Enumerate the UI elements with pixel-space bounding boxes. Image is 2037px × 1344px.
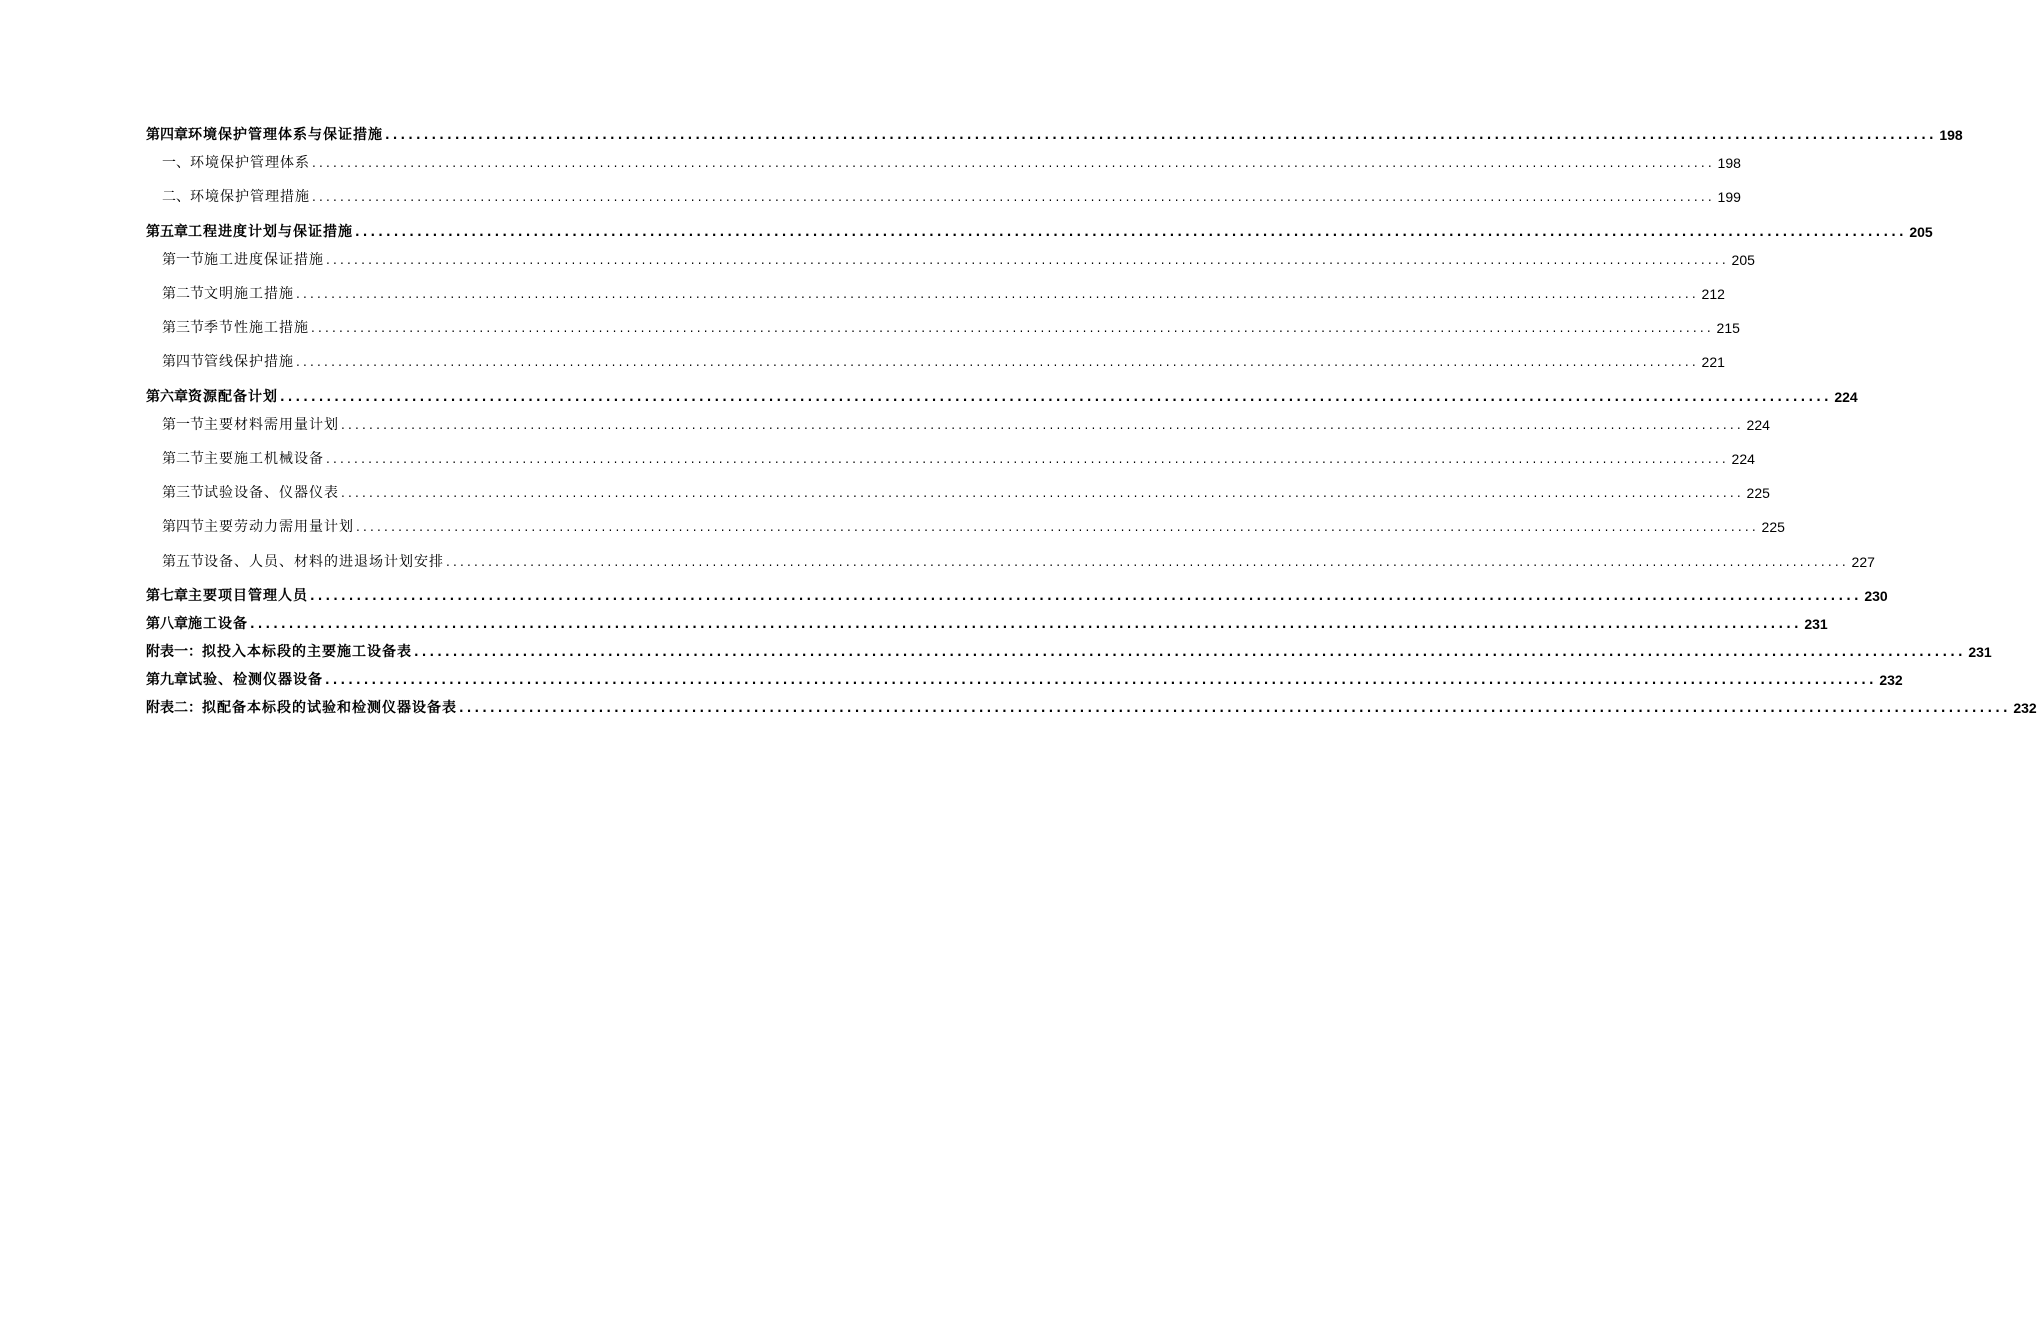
toc-entry[interactable] [146,695,2037,717]
toc-entry[interactable] [146,583,1888,605]
toc-entry-number: 第二节 [162,451,204,467]
toc-entry[interactable] [146,667,1903,689]
toc-entry[interactable] [146,219,1933,241]
toc-entry-page-number: 221 [1701,354,1725,370]
toc-dot-leader: ........................................................................................................................................................................................................ [311,321,1714,335]
toc-entry[interactable] [146,514,1785,536]
toc-entry-page-number: 212 [1701,286,1725,302]
toc-entry[interactable] [146,480,1770,502]
toc-entry-title: 环境保护管理体系 [190,155,310,171]
toc-entry[interactable] [146,446,1755,468]
toc-entry-page-number: 198 [1717,155,1741,171]
toc-entry-number: 第五节 [162,554,204,570]
toc-dot-leader: ........................................................................................................................................................................................................ [326,253,1729,267]
toc-dot-leader: ........................................................................................................................................................................................................ [385,128,1937,142]
toc-entry[interactable] [146,412,1770,434]
toc-entry-page-number: 199 [1717,189,1741,205]
toc-dot-leader: ........................................................................................................................................................................................................ [310,589,1862,603]
toc-dot-leader: ........................................................................................................................................................................................................ [280,390,1832,404]
toc-entry-number: 第一节 [162,252,204,268]
toc-entry-page-number: 224 [1834,389,1858,405]
toc-entry-title: 管线保护措施 [204,354,294,370]
toc-entry[interactable] [146,315,1740,337]
toc-entry-number: 附表一： [146,644,202,660]
toc-entry-number: 二、 [162,189,190,205]
toc-entry-number: 第二节 [162,286,204,302]
toc-entry-number: 第一节 [162,417,204,433]
toc-dot-leader: ........................................................................................................................................................................................................ [296,355,1699,369]
toc-dot-leader: ........................................................................................................................................................................................................ [312,156,1715,170]
toc-entry[interactable] [146,384,1858,406]
toc-entry[interactable] [146,281,1725,303]
toc-entry-page-number: 225 [1761,519,1785,535]
toc-entry[interactable] [146,150,1741,172]
toc-entry-page-number: 230 [1864,588,1888,604]
toc-entry[interactable] [146,247,1755,269]
toc-entry-title: 设备、人员、材料的进退场计划安排 [204,554,444,570]
toc-dot-leader: ........................................................................................................................................................................................................ [355,225,1907,239]
toc-entry-number: 第七章 [146,588,188,604]
toc-entry-number: 附表二： [146,700,202,716]
toc-entry-page-number: 215 [1716,320,1740,336]
toc-entry-title: 拟配备本标段的试验和检测仪器设备表 [202,700,457,716]
toc-entry-number: 第四节 [162,519,204,535]
toc-entry-page-number: 224 [1731,451,1755,467]
toc-entry-page-number: 227 [1851,554,1875,570]
toc-entry-title: 资源配备计划 [188,389,278,405]
toc-entry-title: 主要施工机械设备 [204,451,324,467]
toc-entry-page-number: 225 [1746,485,1770,501]
toc-entry-title: 施工进度保证措施 [204,252,324,268]
toc-entry-title: 主要劳动力需用量计划 [204,519,354,535]
toc-dot-leader: ........................................................................................................................................................................................................ [341,486,1744,500]
toc-entry-title: 工程进度计划与保证措施 [188,224,353,240]
toc-entry-title: 文明施工措施 [204,286,294,302]
toc-entry-number: 一、 [162,155,190,171]
toc-entry-title: 环境保护管理体系与保证措施 [188,127,383,143]
toc-dot-leader: ........................................................................................................................................................................................................ [341,418,1744,432]
toc-dot-leader: ........................................................................................................................................................................................................ [250,617,1802,631]
toc-entry[interactable] [146,611,1828,633]
toc-entry-page-number: 232 [1879,672,1903,688]
toc-dot-leader: ........................................................................................................................................................................................................ [326,452,1729,466]
toc-entry[interactable] [146,349,1725,371]
toc-entry-title: 主要材料需用量计划 [204,417,339,433]
toc-entry-title: 试验、检测仪器设备 [188,672,323,688]
toc-entry-page-number: 198 [1939,127,1963,143]
toc-entry-title: 试验设备、仪器仪表 [204,485,339,501]
toc-dot-leader: ........................................................................................................................................................................................................ [446,555,1849,569]
toc-entry-page-number: 205 [1909,224,1933,240]
toc-dot-leader: ........................................................................................................................................................................................................ [414,645,1966,659]
toc-entry-title: 季节性施工措施 [204,320,309,336]
toc-entry-title: 主要项目管理人员 [188,588,308,604]
toc-entry[interactable] [146,184,1741,206]
toc-entry[interactable] [146,639,1992,661]
toc-dot-leader: ........................................................................................................................................................................................................ [356,520,1759,534]
toc-entry[interactable] [146,549,1875,571]
toc-entry-title: 施工设备 [188,616,248,632]
toc-entry-number: 第五章 [146,224,188,240]
toc-entry-page-number: 205 [1731,252,1755,268]
toc-entry-number: 第三节 [162,485,204,501]
toc-entry[interactable] [146,122,1963,144]
toc-entry-number: 第六章 [146,389,188,405]
toc-dot-leader: ........................................................................................................................................................................................................ [459,701,2011,715]
toc-entry-number: 第八章 [146,616,188,632]
toc-entry-number: 第四章 [146,127,188,143]
toc-dot-leader: ........................................................................................................................................................................................................ [312,190,1715,204]
toc-dot-leader: ........................................................................................................................................................................................................ [325,673,1877,687]
toc-entry-page-number: 232 [2013,700,2037,716]
toc-dot-leader: ........................................................................................................................................................................................................ [296,287,1699,301]
toc-entry-page-number: 231 [1804,616,1828,632]
toc-entry-number: 第九章 [146,672,188,688]
toc-entry-title: 拟投入本标段的主要施工设备表 [202,644,412,660]
toc-entry-number: 第四节 [162,354,204,370]
toc-entry-title: 环境保护管理措施 [190,189,310,205]
toc-entry-page-number: 231 [1968,644,1992,660]
toc-entry-page-number: 224 [1746,417,1770,433]
toc-entry-number: 第三节 [162,320,204,336]
